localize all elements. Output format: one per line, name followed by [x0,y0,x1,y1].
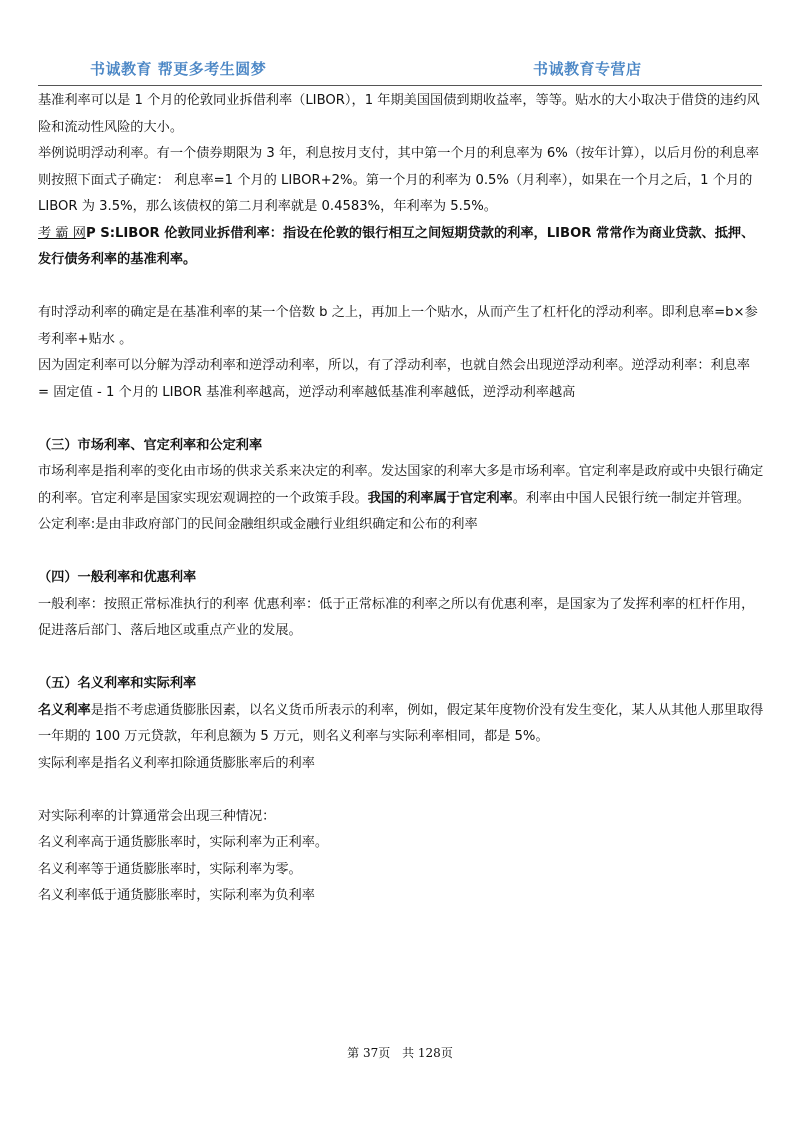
list-item: 名义利率等于通货膨胀率时，实际利率为零。 [38,861,302,877]
paragraph-libor-base: 基准利率可以是 1 个月的伦敦同业拆借利率（LIBOR），1 年期美国国债到期收益率，等等。贴水的大小取决于借贷的违约风险和流动性风险的大小。 [38,93,760,135]
official-rate-emphasis: 我国的利率属于官定利率 [367,490,513,506]
page-footer [0,1044,800,1061]
nominal-rate-definition: 是指不考虑通货膨胀因素，以名义货币所表示的利率，例如，假定某年度物价没有发生变化，某人从其他人那里取得一年期的 100 万元贷款，年利息额为 5 万元，则名义利率与实际利率相同，都是 5%。 [38,702,764,744]
section-heading-3: （三）市场利率、官定利率和公定利率 [38,437,263,453]
paragraph-general-rate: 一般利率：按照正常标准执行的利率 优惠利率：低于正常标准的利率之所以有优惠利率，是国家为了发挥利率的杠杆作用，促进落后部门、落后地区或重点产业的发展。 [38,596,755,638]
market-rate-text: 市场利率是指利率的变化由市场的供求关系来决定的利率。发达国家的利率大多是市场利率。官定利率是政府或中央银行确定的利率。官定利率是国家实现宏观调控的一个政策手段。 [38,464,764,506]
list-item: 名义利率低于通货膨胀率时，实际利率为负利率 [38,888,315,903]
paragraph-leveraged-rate: 有时浮动利率的确定是在基准利率的某一个倍数 b 之上，再加上一个贴水，从而产生了杠杆化的浮动利率。即利息率=b×参考利率+贴水 。 [38,305,758,347]
header-shop-name: 书诚教育专营店 [533,60,642,78]
paragraph-real-rate: 实际利率是指名义利率扣除通货膨胀率后的利率 [38,755,315,771]
market-rate-text-end: 。利率由中国人民银行统一制定并管理。 [512,490,751,506]
paragraph-libor-note [38,221,764,274]
paragraph-three-cases: 对实际利率的计算通常会出现三种情况： [38,808,276,824]
paragraph-nominal-rate [38,698,764,751]
nominal-rate-term: 名义利率 [38,702,91,718]
header-divider [38,85,762,86]
libor-definition: P S:LIBOR 伦敦同业拆借利率：指设在伦敦的银行相互之间短期贷款的利率，LIBOR 常常作为商业贷款、抵押、发行债务利率的基准利率。 [38,225,755,267]
paragraph-floating-example: 举例说明浮动利率。有一个债券期限为 3 年，利息按月支付，其中第一个月的利息率为 6%（按年计算），以后月份的利息率则按照下面式子确定： 利息率=1 个月的 LIBOR+2%。第一个月的利率为 0.5%（月利率），如果在一个月之后，1 个月的 LIBOR 为 3.5%，那么该债权的第二月利率就是 0.4583%，年利率为 5.5%。 [38,146,760,214]
list-item: 名义利率高于通货膨胀率时，实际利率为正利率。 [38,835,329,850]
document-body [38,88,764,910]
section-heading-5: （五）名义利率和实际利率 [38,676,197,691]
section-heading-4: （四）一般利率和优惠利率 [38,570,197,585]
page-header [0,58,800,80]
paragraph-market-rate [38,459,764,512]
paragraph-inverse-floating: 因为固定利率可以分解为浮动利率和逆浮动利率，所以，有了浮动利率，也就自然会出现逆浮动利率。逆浮动利率：利息率 = 固定值 - 1 个月的 LIBOR 基准利率越高，逆浮动利率越低基准利率越低，逆浮动利率越高 [38,358,751,400]
paragraph-public-rate: 公定利率:是由非政府部门的民间金融组织或金融行业组织确定和公布的利率 [38,517,478,532]
header-slogan: 书诚教育 帮更多考生圆梦 [90,60,267,78]
source-watermark-text: 考 霸 网 [38,225,86,241]
page-total: 共 128页 [402,1046,453,1060]
page-number: 第 37页 [347,1046,391,1060]
